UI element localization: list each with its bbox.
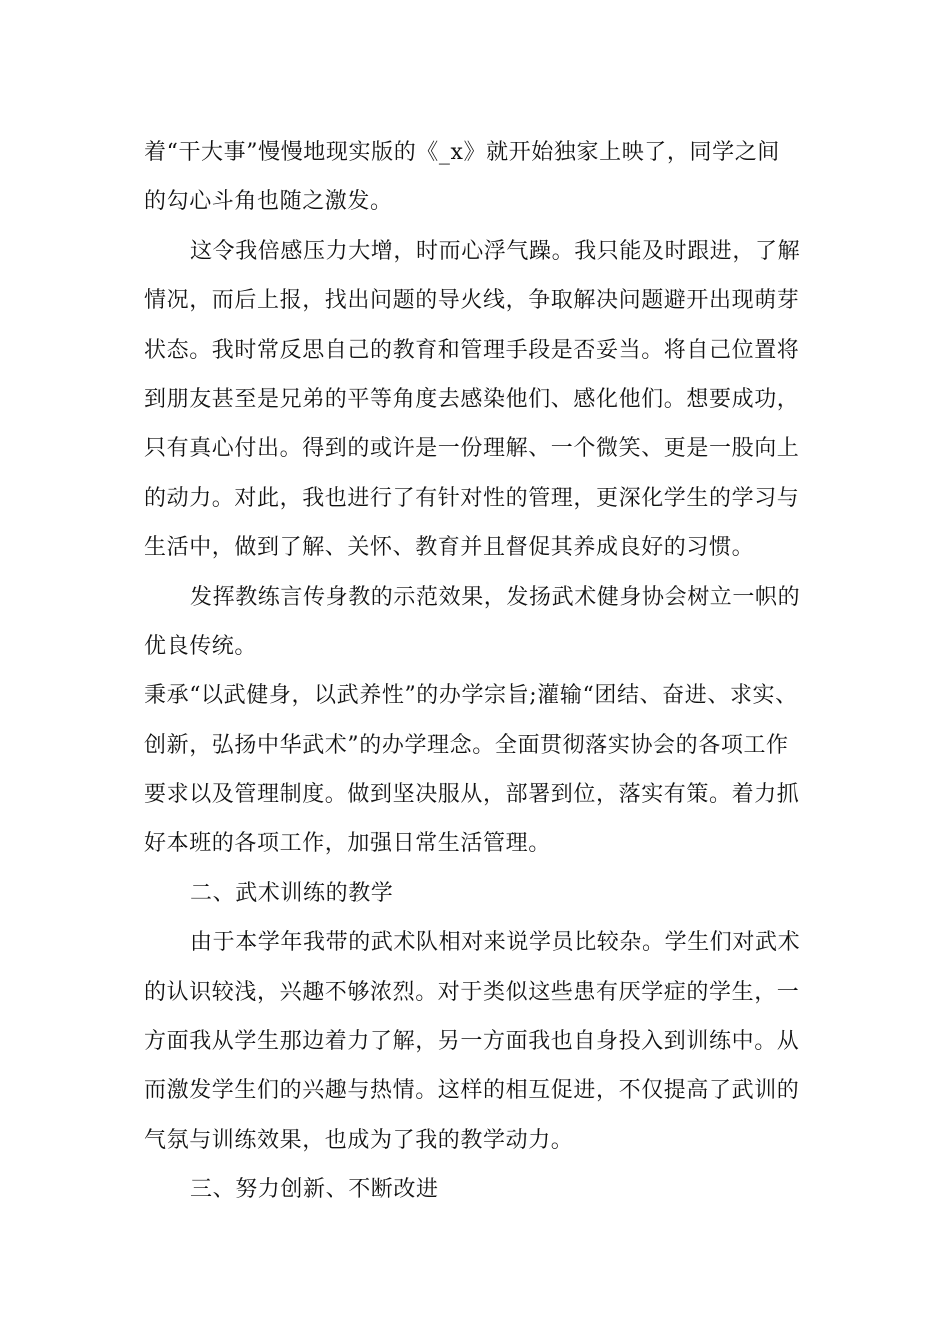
text-line: 到朋友甚至是兄弟的平等角度去感染他们、感化他们。想要成功， — [144, 386, 800, 412]
text-line: 情况，而后上报，找出问题的导火线，争取解决问题避开出现萌芽 — [144, 288, 800, 314]
section-heading: 二、武术训练的教学 — [190, 880, 394, 906]
section-heading: 三、努力创新、不断改进 — [190, 1177, 439, 1203]
text-line: 要求以及管理制度。做到坚决服从，部署到位，落实有策。着力抓 — [144, 782, 800, 808]
text-line: 这令我倍感压力大增，时而心浮气躁。我只能及时跟进，了解 — [190, 238, 801, 264]
text-line: 着“干大事”慢慢地现实版的《_x》就开始独家上映了，同学之间 — [144, 140, 780, 165]
text-line: 状态。我时常反思自己的教育和管理手段是否妥当。将自己位置将 — [144, 337, 800, 363]
text-line: 气氛与训练效果，也成为了我的教学动力。 — [144, 1127, 574, 1153]
text-line: 只有真心付出。得到的或许是一份理解、一个微笑、更是一股向上 — [144, 436, 800, 462]
text-line: 优良传统。 — [144, 633, 258, 659]
text-line: 的认识较浅，兴趣不够浓烈。对于类似这些患有厌学症的学生，一 — [144, 979, 800, 1005]
text-line: 由于本学年我带的武术队相对来说学员比较杂。学生们对武术 — [190, 930, 801, 956]
document-body — [144, 128, 834, 1215]
text-line: 方面我从学生那边着力了解，另一方面我也自身投入到训练中。从 — [144, 1029, 800, 1055]
text-line: 生活中，做到了解、关怀、教育并且督促其养成良好的习惯。 — [144, 535, 755, 561]
text-line: 而激发学生们的兴趣与热情。这样的相互促进，不仅提高了武训的 — [144, 1078, 800, 1104]
text-line: 秉承“以武健身，以武养性”的办学宗旨;灌输“团结、奋进、求实、 — [144, 683, 798, 709]
text-line: 的勾心斗角也随之激发。 — [144, 189, 393, 215]
text-line: 创新，弘扬中华武术”的办学理念。全面贯彻落实协会的各项工作 — [144, 732, 789, 758]
text-line: 发挥教练言传身教的示范效果，发扬武术健身协会树立一帜的 — [190, 584, 801, 610]
text-line: 的动力。对此，我也进行了有针对性的管理，更深化学生的学习与 — [144, 485, 800, 511]
text-line: 好本班的各项工作，加强日常生活管理。 — [144, 831, 551, 857]
